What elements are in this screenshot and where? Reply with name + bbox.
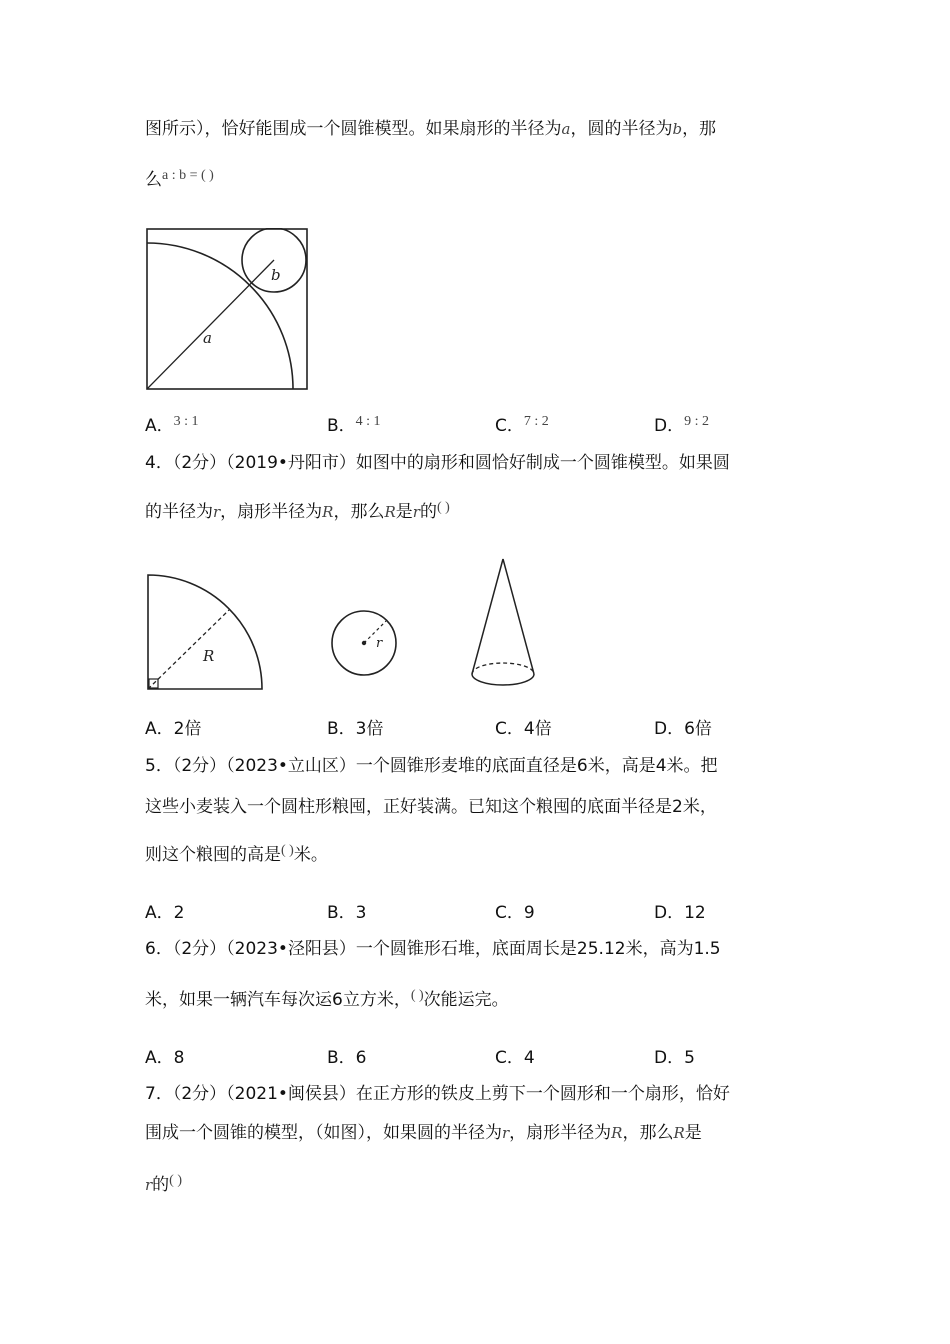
option-letter: C． [495,719,524,739]
option-value: 8 [173,1048,185,1068]
ratio-expression: a : b = ( ) [162,168,214,183]
q5-option-a[interactable] [145,901,184,925]
var-R: R [322,503,334,521]
answer-blank[interactable]: ( ) [281,843,294,858]
q7-line3 [145,1173,182,1199]
q6-option-d[interactable] [654,1046,695,1070]
q5-option-d[interactable] [654,901,706,925]
q6-text-b: 次能运完。 [423,990,509,1010]
q5-text-a: 则这个粮囤的高是 [145,845,281,865]
q7-line2 [145,1121,702,1145]
option-value: 9 [523,903,535,923]
q3-option-c[interactable] [495,414,549,440]
q5-option-b[interactable] [327,901,367,925]
q3-line2 [145,168,214,194]
var-r: r [412,503,420,521]
var-b: b [672,120,683,138]
q5-text-b: 米。 [293,845,328,865]
q4-option-c[interactable] [495,717,552,741]
q4-sector-figure [146,573,266,691]
answer-blank[interactable]: ( ) [169,1173,182,1188]
option-letter: D． [654,719,685,739]
var-R: R [611,1124,623,1142]
cone-base-back [472,663,534,674]
label-b: b [271,266,281,284]
q7-text-b: ，扇形半径为 [509,1123,612,1143]
option-letter: D． [654,416,685,436]
option-letter: B． [327,416,356,436]
option-letter: D． [654,1048,685,1068]
option-letter: A． [145,416,174,436]
q4-option-b[interactable] [327,717,384,741]
q5-option-c[interactable] [495,901,535,925]
q6-line2 [145,988,509,1014]
radius-line [147,260,274,389]
option-letter: B． [327,1048,356,1068]
answer-blank[interactable]: ( ) [436,500,450,515]
q4-cone-figure [468,556,538,690]
q4-circle-figure [330,609,398,677]
q4-option-a[interactable] [145,717,201,741]
label-a: a [203,329,212,347]
q6-option-b[interactable] [327,1046,367,1070]
q7-text-a: 围成一个圆锥的模型，（如图），如果圆的半径为 [145,1123,502,1143]
circle-radius [364,621,386,643]
q4-text-a: 的半径为 [145,502,213,522]
q4-text-b: ，扇形半径为 [220,502,323,522]
sector-radius [148,610,229,689]
option-value: 4 [523,1048,535,1068]
var-r: r [145,1176,153,1194]
option-letter: C． [495,416,524,436]
option-letter: A． [145,1048,174,1068]
option-value: 4 : 1 [355,414,381,429]
option-value: 9 : 2 [684,414,709,429]
option-letter: A． [145,719,174,739]
option-value: 5 [684,1048,695,1068]
option-value: 2 [173,903,185,923]
option-letter: B． [327,719,356,739]
option-value: 3 [355,903,367,923]
option-letter: D． [654,903,685,923]
q3-option-a[interactable] [145,414,199,440]
option-letter: B． [327,903,356,923]
cone-base-front [472,674,534,685]
q6-option-a[interactable] [145,1046,184,1070]
q4-line1: 4．（2分）（2019•丹阳市）如图中的扇形和圆恰好制成一个圆锥模型。如果圆 [145,453,730,473]
answer-blank[interactable]: ( ) [410,988,424,1003]
label-r: r [376,636,383,651]
q5-line3 [145,843,328,869]
option-value: 7 : 2 [523,414,549,429]
q7-text-c: ，那么 [622,1123,674,1143]
q3-figure [146,228,310,392]
q6-text-a: 米，如果一辆汽车每次运6立方米， [145,990,411,1010]
q3-text-d: 么 [145,170,162,190]
option-value: 12 [684,903,706,923]
label-R: R [203,647,215,665]
option-value: 3倍 [355,719,384,739]
q3-text-c: ，那 [682,119,717,139]
q4-text-e: 的 [419,502,437,522]
option-letter: C． [495,1048,524,1068]
q4-text-d: 是 [395,502,413,522]
option-value: 6倍 [684,719,712,739]
q4-line2 [145,500,450,526]
q7-line1: 7．（2分）（2021•闽侯县）在正方形的铁皮上剪下一个圆形和一个扇形，恰好 [145,1084,730,1104]
q3-text-a: 图所示），恰好能围成一个圆锥模型。如果扇形的半径为 [145,119,562,139]
var-r: r [213,503,221,521]
option-value: 6 [355,1048,367,1068]
var-a: a [561,120,571,138]
option-value: 4倍 [523,719,552,739]
option-value: 3 : 1 [173,414,199,429]
q6-option-c[interactable] [495,1046,535,1070]
q5-line1: 5．（2分）（2023•立山区）一个圆锥形麦堆的底面直径是6米，高是4米。把 [145,756,718,776]
q3-option-b[interactable] [327,414,381,440]
option-letter: A． [145,903,174,923]
option-letter: C． [495,903,524,923]
q5-line2: 这些小麦装入一个圆柱形粮囤，正好装满。已知这个粮囤的底面半径是2米， [145,797,717,817]
var-R: R [384,503,396,521]
q7-text-d: 是 [684,1123,702,1143]
q4-option-d[interactable] [654,717,712,741]
q6-line1: 6．（2分）（2023•泾阳县）一个圆锥形石堆，底面周长是25.12米，高为1.5 [145,939,721,959]
var-r: r [502,1124,510,1142]
q3-line1 [145,117,716,141]
q3-text-b: ，圆的半径为 [570,119,673,139]
q3-option-d[interactable] [654,414,709,440]
var-R: R [673,1124,685,1142]
q7-text-e: 的 [152,1175,170,1195]
cone-right-edge [503,559,534,674]
option-value: 2倍 [173,719,202,739]
cone-left-edge [472,559,503,674]
q4-text-c: ，那么 [333,502,385,522]
